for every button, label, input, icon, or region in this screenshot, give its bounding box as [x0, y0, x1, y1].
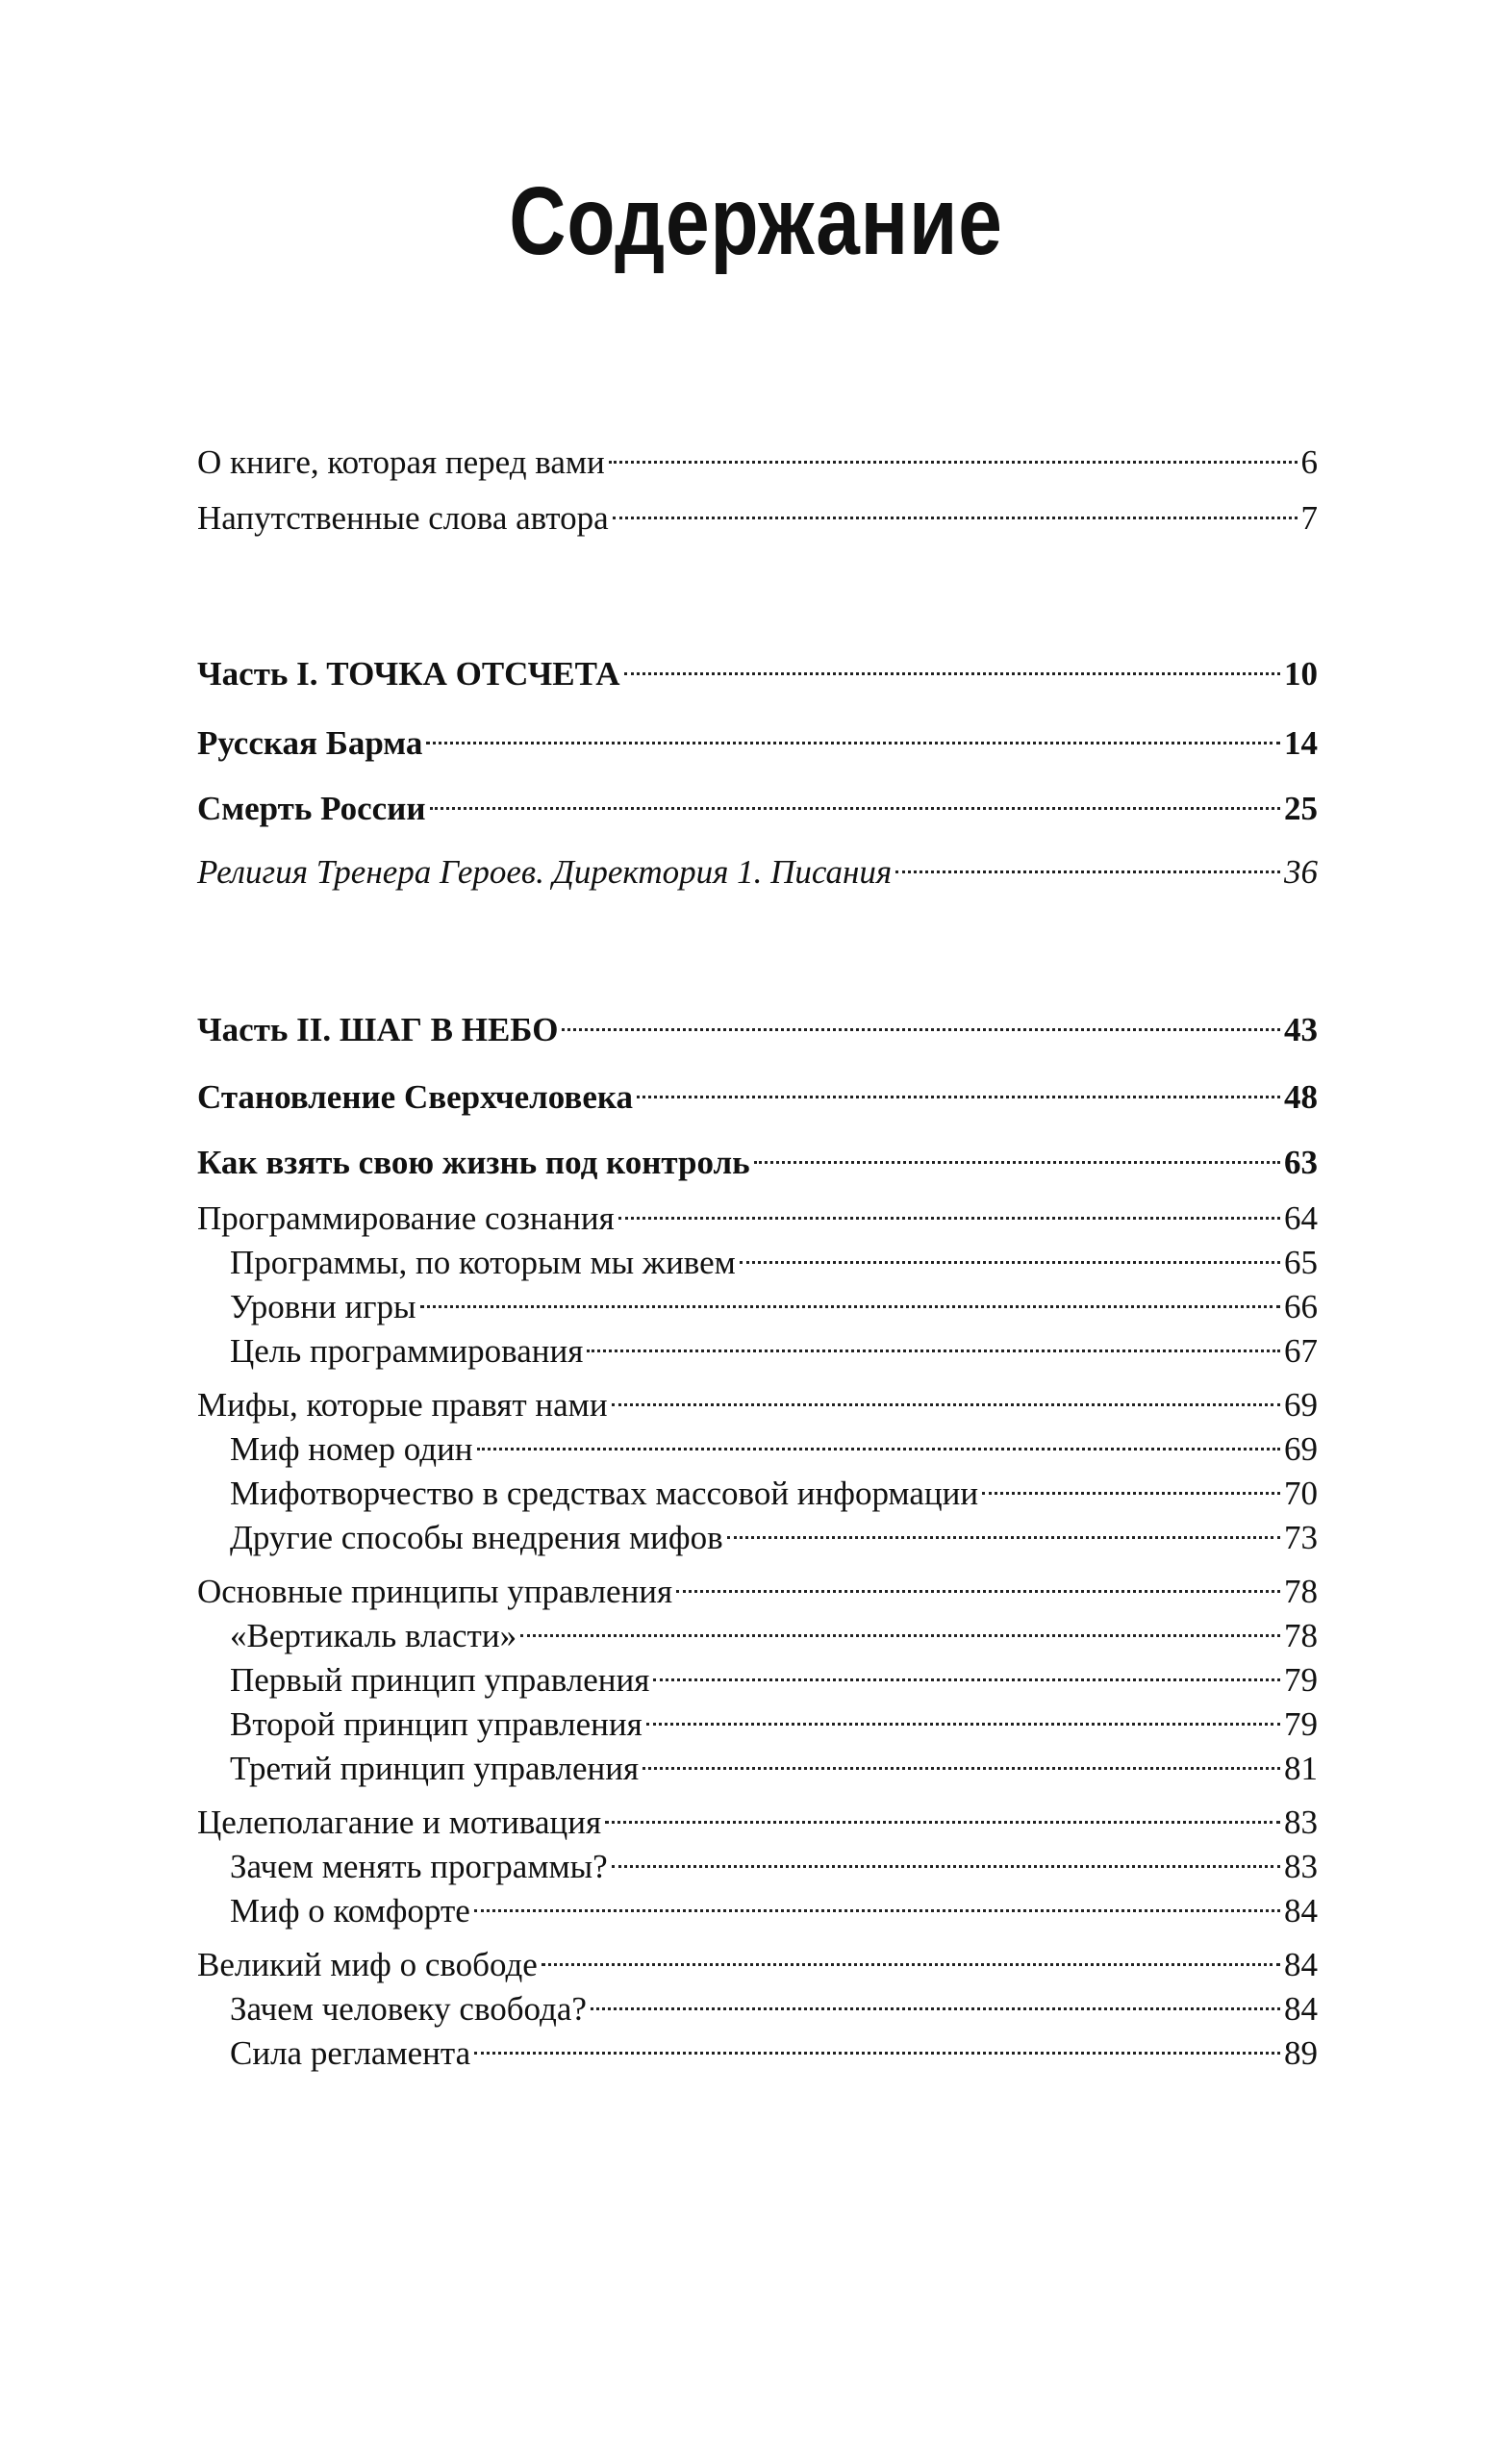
toc-entry-page: 25: [1284, 790, 1318, 827]
dot-leader: [643, 1737, 1280, 1779]
toc-entry-page: 83: [1284, 1804, 1318, 1841]
dot-leader: [542, 1933, 1280, 1976]
toc-chapter[interactable]: [197, 1066, 1318, 1119]
toc-entry-page: 66: [1284, 1288, 1318, 1325]
toc-entry-page: 84: [1284, 1892, 1318, 1930]
toc-entry-label: Зачем человеку свобода?: [230, 1990, 587, 2028]
toc-entry-page: 79: [1284, 1705, 1318, 1743]
toc-entry-page: 10: [1284, 655, 1318, 693]
dot-leader: [591, 1978, 1280, 2020]
dot-leader: [982, 1462, 1280, 1504]
dot-leader: [420, 1275, 1280, 1318]
dot-leader: [477, 1418, 1280, 1460]
toc-entry-page: 63: [1284, 1144, 1318, 1181]
toc-entry-page: 84: [1284, 1946, 1318, 1983]
dot-leader: [637, 1066, 1280, 1108]
toc-entry-page: 70: [1284, 1475, 1318, 1512]
toc-entry-label: Становление Сверхчеловека: [197, 1078, 634, 1116]
dot-leader: [426, 712, 1280, 754]
toc-entry-label: Русская Барма: [197, 724, 423, 762]
toc-entry-page: 65: [1284, 1244, 1318, 1281]
dot-leader: [612, 1374, 1280, 1416]
toc-entry-label: Религия Тренера Героев. Директория 1. Писания: [197, 853, 893, 891]
toc-entry-label: Часть II. ШАГ В НЕБО: [197, 1011, 559, 1048]
toc-part-heading[interactable]: [197, 998, 1318, 1051]
dot-leader: [613, 487, 1298, 529]
toc-subsection[interactable]: [197, 1506, 1318, 1559]
toc-entry-label: Миф о комфорте: [230, 1892, 470, 1930]
dot-leader: [727, 1506, 1280, 1549]
toc-subsection[interactable]: [197, 2022, 1318, 2075]
toc-part-heading[interactable]: [197, 643, 1318, 695]
toc-entry-page: 84: [1284, 1990, 1318, 2028]
dot-leader: [520, 1604, 1280, 1647]
dot-leader: [474, 1879, 1280, 1922]
toc-entry-label: Часть I. ТОЧКА ОТСЧЕТА: [197, 655, 620, 693]
toc-entry-page: 81: [1284, 1750, 1318, 1787]
toc-entry-page: 7: [1300, 499, 1318, 537]
dot-leader: [430, 777, 1280, 820]
toc-entry-label: Программирование сознания: [197, 1199, 615, 1237]
toc-entry-label: Напутственные слова автора: [197, 499, 609, 537]
toc-entry[interactable]: [197, 487, 1318, 540]
toc-entry-page: 69: [1284, 1386, 1318, 1424]
toc-entry-page: 67: [1284, 1332, 1318, 1370]
dot-leader: [474, 2022, 1280, 2064]
toc-entry-label: Другие способы внедрения мифов: [230, 1519, 723, 1556]
toc-entry-label: Основные принципы управления: [197, 1573, 673, 1610]
toc-entry-label: Программы, по которым мы живем: [230, 1244, 736, 1281]
toc-entry[interactable]: [197, 431, 1318, 484]
dot-leader: [618, 1187, 1280, 1229]
dot-leader: [609, 431, 1298, 473]
dot-leader: [653, 1649, 1280, 1691]
toc-chapter[interactable]: [197, 777, 1318, 830]
toc-entry-page: 69: [1284, 1430, 1318, 1468]
dot-leader: [612, 1835, 1280, 1878]
toc-entry-page: 79: [1284, 1661, 1318, 1699]
toc-entry-page: 14: [1284, 724, 1318, 762]
toc-entry-label: Как взять свою жизнь под контроль: [197, 1144, 750, 1181]
toc-entry-label: Смерть России: [197, 790, 426, 827]
toc-entry-label: Миф номер один: [230, 1430, 473, 1468]
dot-leader: [587, 1320, 1280, 1362]
toc-entry-label: Первый принцип управления: [230, 1661, 650, 1699]
dot-leader: [646, 1693, 1280, 1735]
dot-leader: [624, 643, 1281, 685]
toc-entry-label: Третий принцип управления: [230, 1750, 640, 1787]
toc-chapter[interactable]: [197, 841, 1318, 894]
toc-subsection[interactable]: [197, 1879, 1318, 1932]
toc-chapter[interactable]: [197, 712, 1318, 765]
toc-entry-page: 78: [1284, 1573, 1318, 1610]
toc-entry-page: 78: [1284, 1617, 1318, 1654]
toc-entry-page: 83: [1284, 1848, 1318, 1885]
toc-entry-label: О книге, которая перед вами: [197, 443, 605, 481]
toc-entry-label: Мифы, которые правят нами: [197, 1386, 608, 1424]
toc-entry-label: Уровни игры: [230, 1288, 416, 1325]
toc-entry-label: Второй принцип управления: [230, 1705, 643, 1743]
page-title: Содержание: [509, 167, 1003, 275]
toc-entry-label: Цель программирования: [230, 1332, 584, 1370]
toc-subsection[interactable]: [197, 1737, 1318, 1790]
toc-chapter[interactable]: [197, 1131, 1318, 1184]
toc-entry-label: Целеполагание и мотивация: [197, 1804, 602, 1841]
dot-leader: [676, 1560, 1280, 1602]
dot-leader: [740, 1231, 1280, 1274]
toc-entry-page: 36: [1284, 853, 1318, 891]
toc-subsection[interactable]: [197, 1320, 1318, 1373]
toc-entry-page: 6: [1300, 443, 1318, 481]
dot-leader: [562, 998, 1280, 1041]
toc-entry-page: 73: [1284, 1519, 1318, 1556]
dot-leader: [605, 1791, 1280, 1833]
dot-leader: [754, 1131, 1280, 1173]
toc-entry-label: Великий миф о свободе: [197, 1946, 538, 1983]
toc-entry-label: Мифотворчество в средствах массовой информации: [230, 1475, 979, 1512]
dot-leader: [895, 841, 1280, 883]
toc-entry-label: «Вертикаль власти»: [230, 1617, 517, 1654]
toc-entry-label: Зачем менять программы?: [230, 1848, 608, 1885]
toc-entry-page: 64: [1284, 1199, 1318, 1237]
toc-entry-page: 43: [1284, 1011, 1318, 1048]
toc-entry-page: 89: [1284, 2034, 1318, 2072]
toc-entry-label: Сила регламента: [230, 2034, 471, 2072]
toc-entry-page: 48: [1284, 1078, 1318, 1116]
